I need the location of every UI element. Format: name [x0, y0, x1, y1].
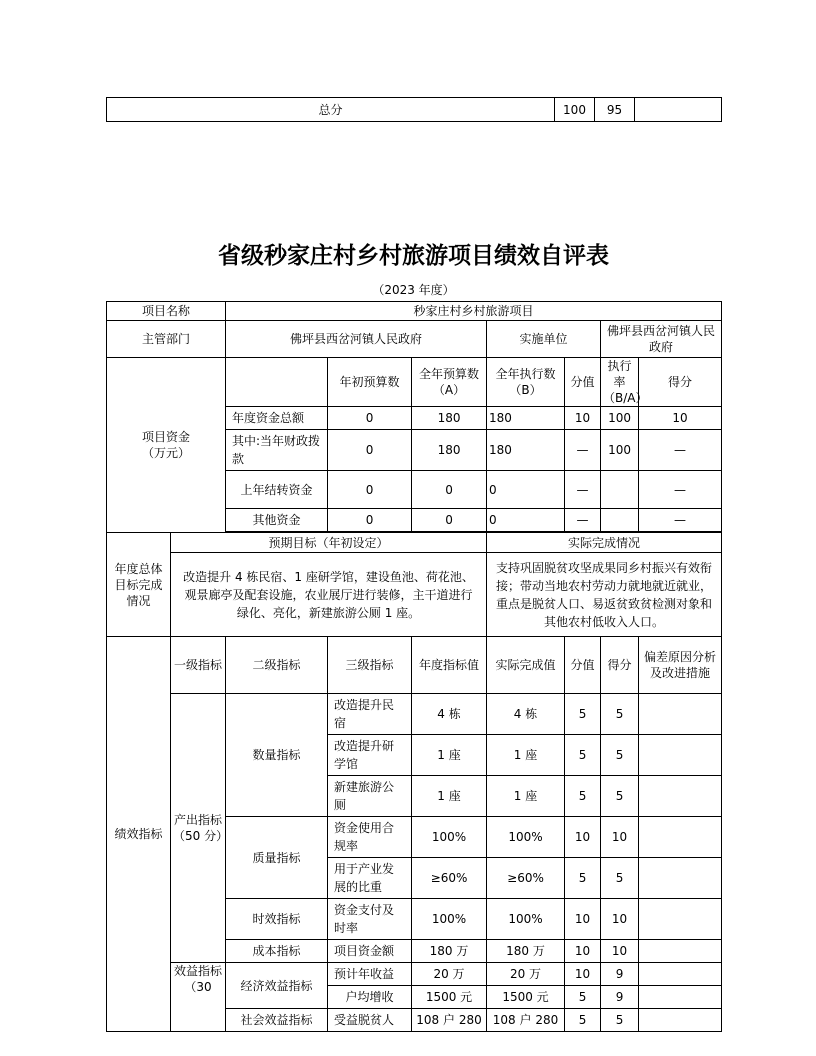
- indicator-row: [107, 963, 722, 986]
- summary-table: [106, 97, 722, 122]
- ind-weight: 5: [565, 694, 601, 735]
- goals-actual-header: 实际完成情况: [487, 533, 722, 553]
- department-row: [107, 321, 722, 358]
- ind-third: 用于产业发展的比重: [328, 858, 412, 899]
- fund-annual: 180: [412, 430, 487, 471]
- ind-score: 5: [601, 858, 639, 899]
- ind-header-score: 得分: [601, 637, 639, 694]
- ind-deviation: [639, 899, 722, 940]
- fund-executed: 0: [487, 509, 565, 532]
- fund-row-name: 上年结转资金: [226, 471, 328, 509]
- ind-score: 10: [601, 817, 639, 858]
- ind-score: 5: [601, 1009, 639, 1032]
- ind-score: 5: [601, 735, 639, 776]
- fund-annual: 180: [412, 407, 487, 430]
- summary-label: 总分: [107, 98, 555, 122]
- fund-weight: —: [565, 471, 601, 509]
- fund-score: —: [639, 430, 722, 471]
- ind-target: 1 座: [412, 776, 487, 817]
- ind-third: 改造提升民宿: [328, 694, 412, 735]
- ind-third: 项目资金额: [328, 940, 412, 963]
- ind-deviation: [639, 858, 722, 899]
- project-name-row: [107, 302, 722, 321]
- fund-initial: 0: [328, 407, 412, 430]
- fund-weight: —: [565, 430, 601, 471]
- ind-third: 改造提升研学馆: [328, 735, 412, 776]
- ind-target: 4 栋: [412, 694, 487, 735]
- funds-header-executed: 全年执行数（B）: [487, 358, 565, 407]
- ind-score: 10: [601, 899, 639, 940]
- ind-deviation: [639, 1009, 722, 1032]
- fund-executed: 180: [487, 407, 565, 430]
- ind-score: 10: [601, 940, 639, 963]
- ind-header-weight: 分值: [565, 637, 601, 694]
- dept-value: 佛坪县西岔河镇人民政府: [226, 321, 487, 358]
- funds-header-annual: 全年预算数（A）: [412, 358, 487, 407]
- cost-indicator-label: 成本指标: [226, 940, 328, 963]
- fund-initial: 0: [328, 430, 412, 471]
- ind-weight: 5: [565, 1009, 601, 1032]
- benefit-indicator-label: 效益指标（30: [171, 963, 226, 1032]
- ind-target: ≥60%: [412, 858, 487, 899]
- ind-actual: 1 座: [487, 735, 565, 776]
- ind-deviation: [639, 776, 722, 817]
- ind-deviation: [639, 735, 722, 776]
- fund-row-name: 其他资金: [226, 509, 328, 532]
- fund-rate: 100: [601, 407, 639, 430]
- dept-label: 主管部门: [107, 321, 226, 358]
- ind-score: 9: [601, 963, 639, 986]
- ind-deviation: [639, 986, 722, 1009]
- ind-weight: 10: [565, 963, 601, 986]
- impl-label: 实施单位: [487, 321, 601, 358]
- funds-header-weight: 分值: [565, 358, 601, 407]
- economic-indicator-label: 经济效益指标: [226, 963, 328, 1009]
- evaluation-table: [106, 301, 722, 1032]
- goals-actual-text: 支持巩固脱贫攻坚成果同乡村振兴有效衔接；带动当地农村劳动力就地就近就业，重点是脱贫人口、易返贫致贫检测对象和其他农村低收入人口。: [487, 553, 722, 637]
- ind-actual: 108 户 280: [487, 1009, 565, 1032]
- fund-score: 10: [639, 407, 722, 430]
- summary-row: [107, 98, 722, 122]
- ind-actual: 1 座: [487, 776, 565, 817]
- fund-executed: 180: [487, 430, 565, 471]
- output-indicator-label: 产出指标（50 分）: [171, 694, 226, 963]
- social-indicator-label: 社会效益指标: [226, 1009, 328, 1032]
- ind-weight: 10: [565, 899, 601, 940]
- ind-actual: 20 万: [487, 963, 565, 986]
- ind-score: 9: [601, 986, 639, 1009]
- ind-weight: 5: [565, 986, 601, 1009]
- ind-target: 1500 元: [412, 986, 487, 1009]
- funds-header-score: 得分: [639, 358, 722, 407]
- ind-third: 新建旅游公厕: [328, 776, 412, 817]
- funds-header-initial: 年初预算数: [328, 358, 412, 407]
- summary-score: 95: [595, 98, 635, 122]
- funds-header-row: [107, 358, 722, 407]
- ind-header-level3: 三级指标: [328, 637, 412, 694]
- fund-annual: 0: [412, 509, 487, 532]
- ind-third: 资金支付及时率: [328, 899, 412, 940]
- summary-full-score: 100: [555, 98, 595, 122]
- fund-rate: [601, 509, 639, 532]
- ind-target: 100%: [412, 817, 487, 858]
- goals-header-row: [107, 533, 722, 553]
- ind-deviation: [639, 963, 722, 986]
- ind-target: 180 万: [412, 940, 487, 963]
- fund-weight: —: [565, 509, 601, 532]
- indicator-row: [107, 694, 722, 735]
- funds-header-rate: 执行率（B/A）: [601, 358, 639, 407]
- ind-deviation: [639, 940, 722, 963]
- ind-weight: 5: [565, 735, 601, 776]
- funds-header-blank: [226, 358, 328, 407]
- ind-weight: 10: [565, 940, 601, 963]
- goals-content-row: [107, 553, 722, 637]
- ind-header-level2: 二级指标: [226, 637, 328, 694]
- fund-row-name: 年度资金总额: [226, 407, 328, 430]
- ind-third: 预计年收益: [328, 963, 412, 986]
- timeliness-indicator-label: 时效指标: [226, 899, 328, 940]
- fund-rate: 100: [601, 430, 639, 471]
- ind-third: 受益脱贫人: [328, 1009, 412, 1032]
- ind-actual: ≥60%: [487, 858, 565, 899]
- ind-deviation: [639, 694, 722, 735]
- ind-weight: 5: [565, 776, 601, 817]
- ind-header-level1: 一级指标: [171, 637, 226, 694]
- fund-score: —: [639, 509, 722, 532]
- ind-target: 108 户 280: [412, 1009, 487, 1032]
- summary-note: [635, 98, 722, 122]
- goals-expected-text: 改造提升 4 栋民宿、1 座研学馆，建设鱼池、荷花池、观景廊亭及配套设施，农业展厅进行装修，主干道进行绿化、亮化，新建旅游公厕 1 座。: [171, 553, 487, 637]
- indicators-header-row: [107, 637, 722, 694]
- fund-initial: 0: [328, 509, 412, 532]
- ind-actual: 4 栋: [487, 694, 565, 735]
- ind-third: 资金使用合规率: [328, 817, 412, 858]
- fund-row-name: 其中:当年财政拨款: [226, 430, 328, 471]
- quality-indicator-label: 质量指标: [226, 817, 328, 899]
- project-name-label: 项目名称: [107, 302, 226, 321]
- ind-target: 100%: [412, 899, 487, 940]
- quantity-indicator-label: 数量指标: [226, 694, 328, 817]
- ind-target: 20 万: [412, 963, 487, 986]
- impl-value: 佛坪县西岔河镇人民政府: [601, 321, 722, 358]
- fund-rate: [601, 471, 639, 509]
- indicators-label: 绩效指标: [107, 637, 171, 1032]
- ind-target: 1 座: [412, 735, 487, 776]
- project-name-value: 秒家庄村乡村旅游项目: [226, 302, 722, 321]
- funds-label: 项目资金 （万元）: [107, 358, 226, 533]
- ind-actual: 180 万: [487, 940, 565, 963]
- goals-expected-header: 预期目标（年初设定）: [171, 533, 487, 553]
- ind-deviation: [639, 817, 722, 858]
- ind-header-target: 年度指标值: [412, 637, 487, 694]
- fund-initial: 0: [328, 471, 412, 509]
- fund-weight: 10: [565, 407, 601, 430]
- fund-score: —: [639, 471, 722, 509]
- ind-score: 5: [601, 694, 639, 735]
- page-title: 省级秒家庄村乡村旅游项目绩效自评表: [218, 242, 609, 269]
- ind-weight: 5: [565, 858, 601, 899]
- ind-third: 户均增收: [328, 986, 412, 1009]
- ind-weight: 10: [565, 817, 601, 858]
- fund-executed: 0: [487, 471, 565, 509]
- goals-label: 年度总体目标完成情况: [107, 533, 171, 637]
- fund-annual: 0: [412, 471, 487, 509]
- ind-header-deviation: 偏差原因分析及改进措施: [639, 637, 722, 694]
- ind-actual: 1500 元: [487, 986, 565, 1009]
- ind-actual: 100%: [487, 899, 565, 940]
- year-label: （2023 年度）: [372, 283, 455, 297]
- ind-header-actual: 实际完成值: [487, 637, 565, 694]
- ind-actual: 100%: [487, 817, 565, 858]
- ind-score: 5: [601, 776, 639, 817]
